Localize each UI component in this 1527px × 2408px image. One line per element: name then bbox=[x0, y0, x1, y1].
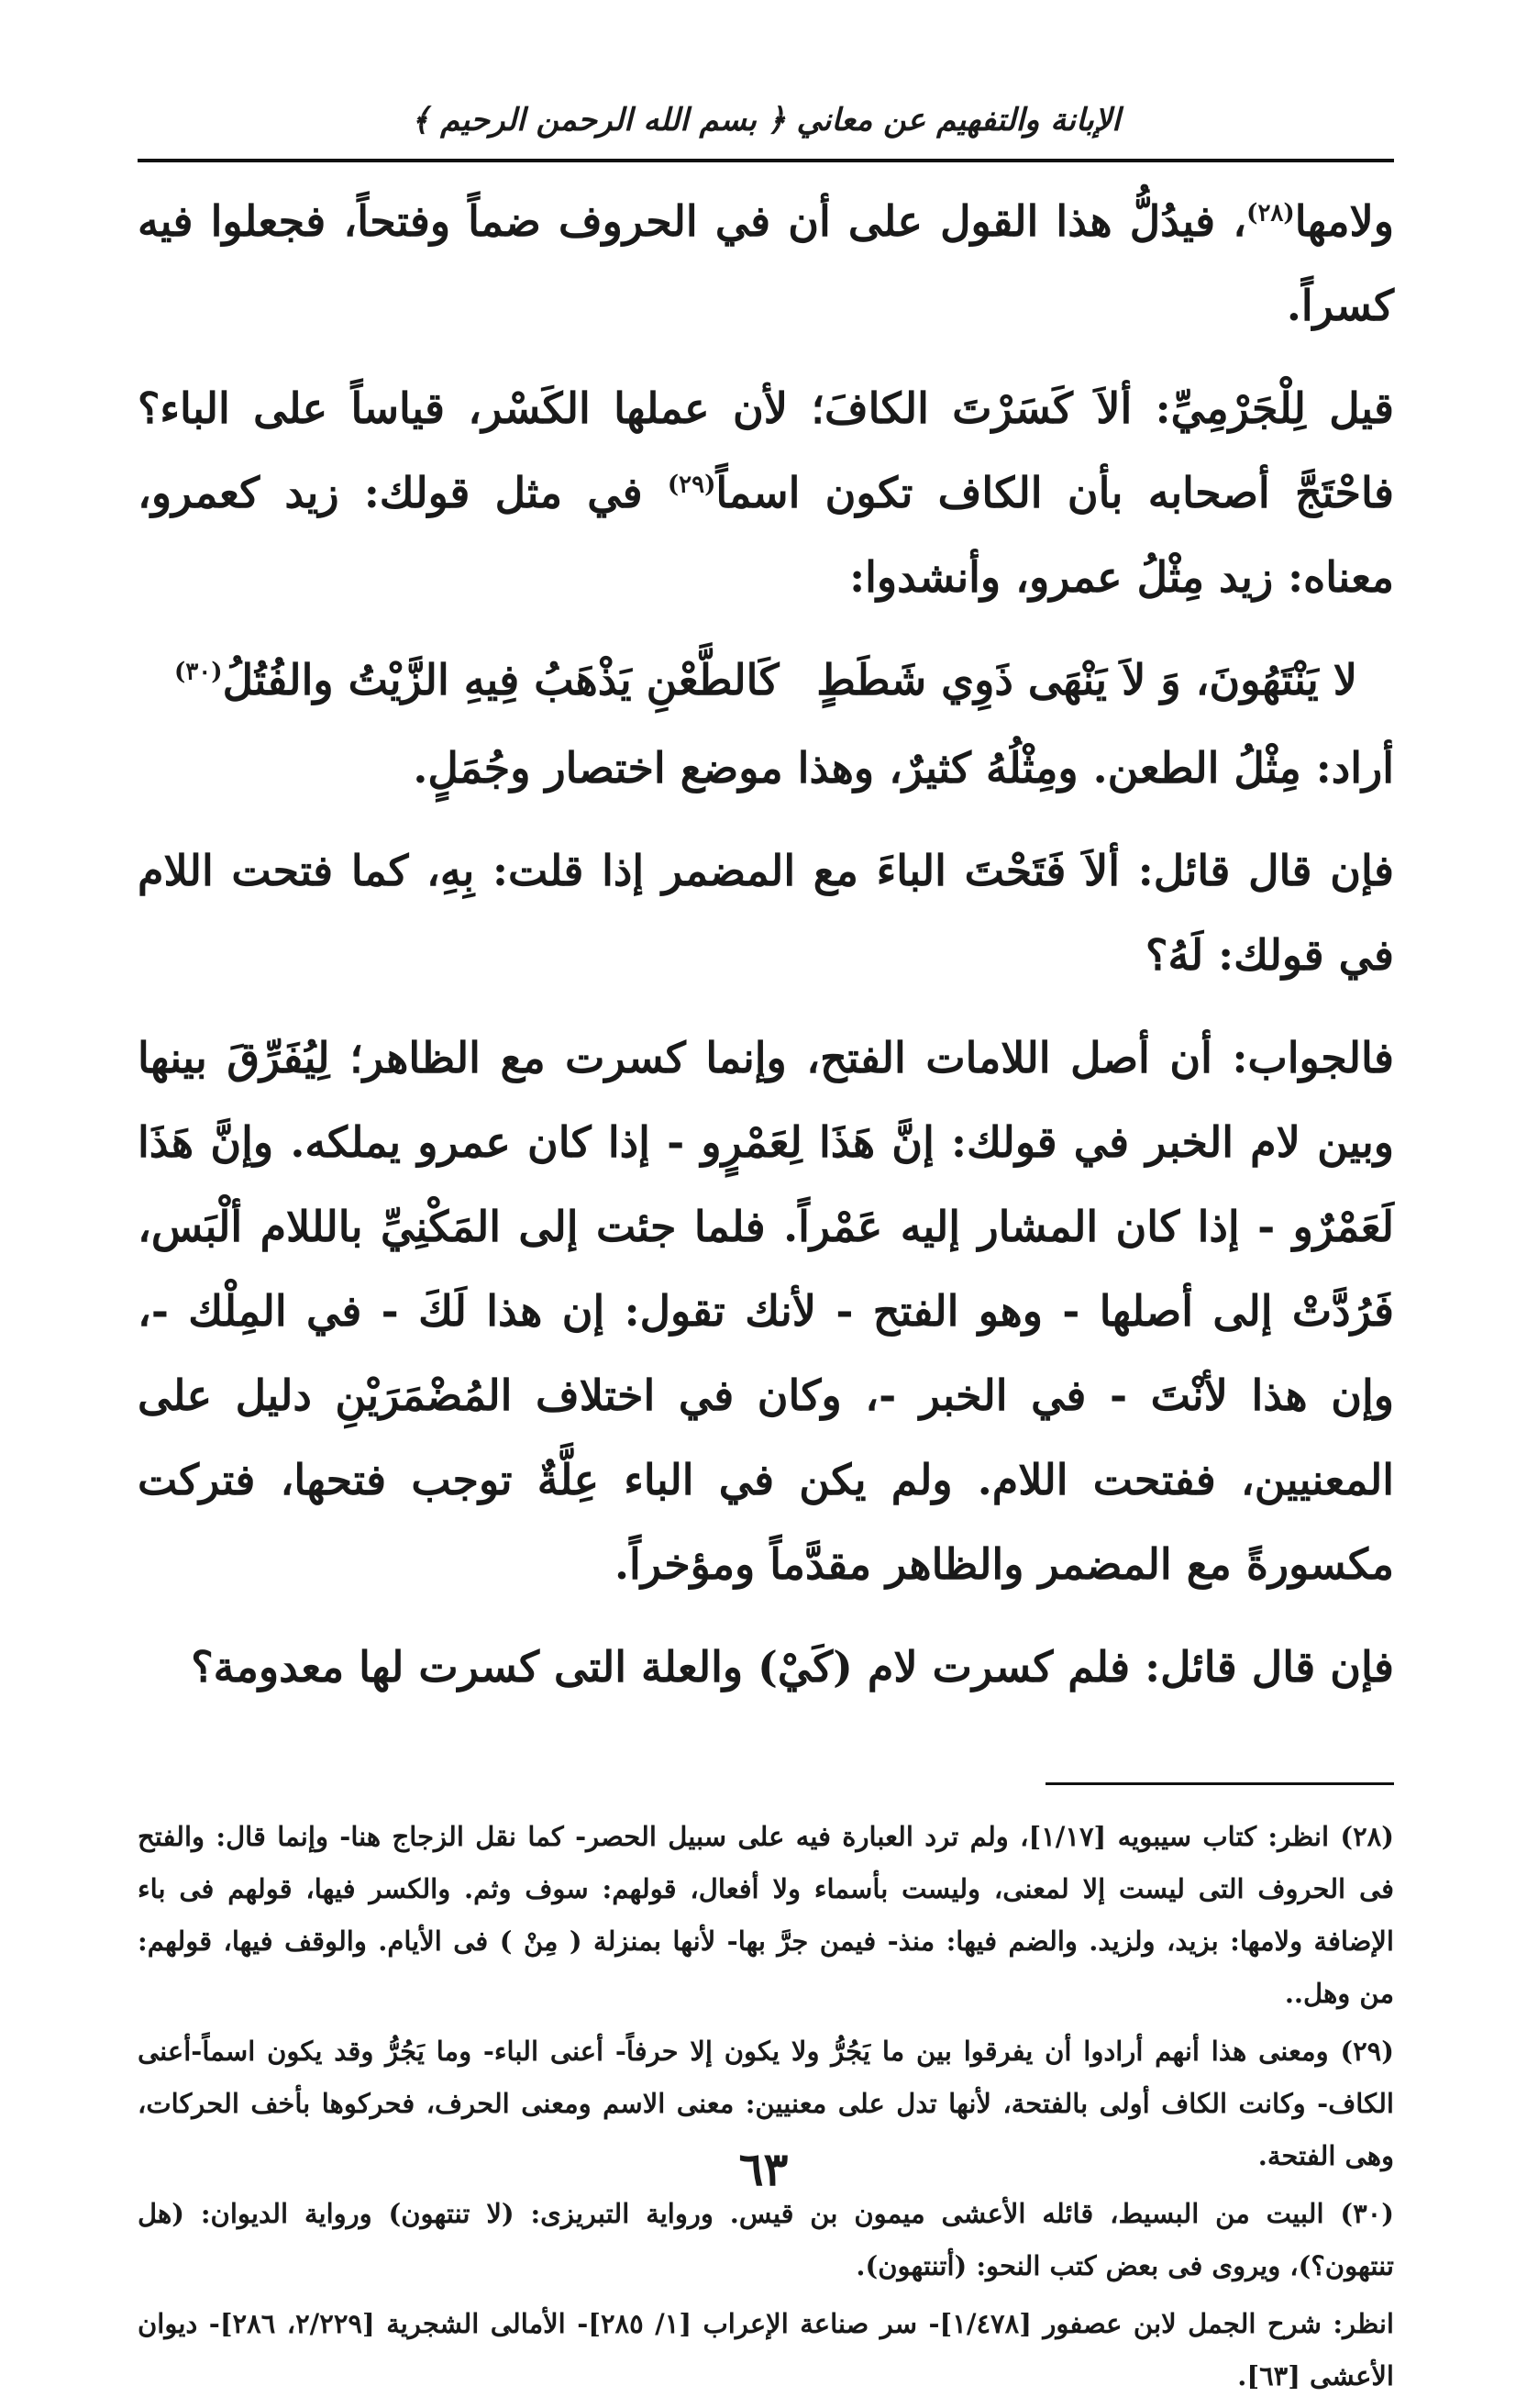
paragraph-6: فإن قال قائل: فلم كسرت لام (كَيْ) والعلة التى كسرت لها معدومة؟ bbox=[191, 1642, 1394, 1692]
footnote-30: (٣٠) البيت من البسيط، قائله الأعشى ميمون بن قيس. ورواية التبريزى: (لا تنتهون) ورواية الديوان: (هل تنتهون؟)، ويروى فى بعض كتب النحو: (أتنتهون). bbox=[138, 2198, 1394, 2281]
page-number: ٦٣ bbox=[738, 2142, 789, 2196]
paragraph-1: ولامها$^{(٢٨)}$، فيدُلُّ هذا القول على أن في الحروف ضماً وفتحاً، فجعلوا فيه كسراً. bbox=[138, 196, 1394, 330]
footnote-ref-29[interactable]: (٢٩) bbox=[667, 471, 716, 499]
verse-first-hemistich: لا يَنْتَهُونَ، وَ لاَ يَنْهَى ذَوِي شَطَطٍ bbox=[816, 655, 1357, 705]
footnote-ref-28[interactable]: (٢٨) bbox=[1246, 199, 1295, 227]
footnote-29: (٢٩) ومعنى هذا أنهم أرادوا أن يفرقوا بين ما يَجُرُّ ولا يكون إلا حرفاً- أعنى الباء- وما يَجُرُّ وقد يكون اسماً-أعنى الكاف- وكانت الكاف أولى بالفتحة، لأنها تدل على معنيين: معنى الاسم ومعنى الحرف، فحركوها بأخف الحركات، وهى الفتحة. bbox=[138, 2036, 1394, 2171]
running-header: الإبانة والتفهيم عن معاني ﴿ بسم الله الرحمن الرحيم ﴾ bbox=[138, 101, 1394, 162]
verse-second-hemistich: كَالطَّعْنِ يَذْهَبُ فِيهِ الزَّيْتُ والفُتُلُ$^{(٣٠)}$ bbox=[174, 655, 780, 705]
footnotes bbox=[138, 1811, 1394, 2402]
paragraph-5: فالجواب: أن أصل اللامات الفتح، وإنما كسرت مع الظاهر؛ لِيُفَرِّقَ بينها وبين لام الخبر في قولك: إنَّ هَذَا لِعَمْرٍو - إذا كان عمرو يملكه. وإنَّ هَذَا لَعَمْرٌو - إذا كان المشار إليه عَمْراً. فلما جئت إلى المَكْنِيِّ بالللام ألْبَس، فَرُدَّتْ إلى أصلها - وهو الفتح - لأنك تقول: إن هذا لَكَ - في المِلْك -، وإن هذا لأنْتَ - في الخبر -، وكان في اختلاف المُضْمَرَيْنِ دليل على المعنيين، ففتحت اللام. ولم يكن في الباء عِلَّةٌ توجب فتحها، فتركت مكسورةً مع المضمر والظاهر مقدَّماً ومؤخراً. bbox=[138, 1033, 1395, 1589]
book-page bbox=[138, 101, 1394, 2408]
footnote-separator bbox=[1046, 1782, 1394, 1785]
paragraph-3: أراد: مِثْلُ الطعن. ومِثْلُهُ كثيرٌ، وهذا موضع اختصار وجُمَلٍ. bbox=[413, 743, 1394, 793]
poetry-verse bbox=[138, 638, 1394, 722]
footnote-30-references: انظر: شرح الجمل لابن عصفور [١/٤٧٨]- سر صناعة الإعراب [١/ ٢٨٥]- الأمالى الشجرية [٢/٢٢٩، ٢٨٦]- ديوان الأعشى [٦٣]. bbox=[138, 2308, 1394, 2391]
footnote-28: (٢٨) انظر: كتاب سيبويه [١/١٧]، ولم ترد العبارة فيه على سبيل الحصر- كما نقل الزجاج هنا- وإنما قال: والفتح فى الحروف التى ليست إلا لمعنى، وليست بأسماء ولا أفعال، قولهم: سوف وثم. والكسر فيها، قولهم فى باء الإضافة ولامها: بزيد، ولزيد. والضم فيها: منذ- فيمن جرَّ بها- لأنها بمنزلة ( مِنْ ) فى الأيام. والوقف فيها، قولهم: من وهل.. bbox=[138, 1821, 1394, 2009]
main-text bbox=[138, 179, 1394, 1709]
footnote-ref-30[interactable]: (٣٠) bbox=[174, 658, 223, 686]
paragraph-2: قيل لِلْجَرْمِيِّ: ألاَ كَسَرْتَ الكافَ؛ لأن عملها الكَسْر، قياساً على الباء؟ فاحْتَجَّ أصحابه بأن الكاف تكون اسماً$^{(٢٩)}$ في مثل قولك: زيد كعمرو، معناه: زيد مِثْلُ عمرو، وأنشدوا: bbox=[138, 383, 1394, 602]
paragraph-4: فإن قال قائل: ألاَ فَتَحْتَ الباءَ مع المضمر إذا قلت: بِهِ، كما فتحت اللام في قولك: لَهُ؟ bbox=[138, 846, 1394, 980]
